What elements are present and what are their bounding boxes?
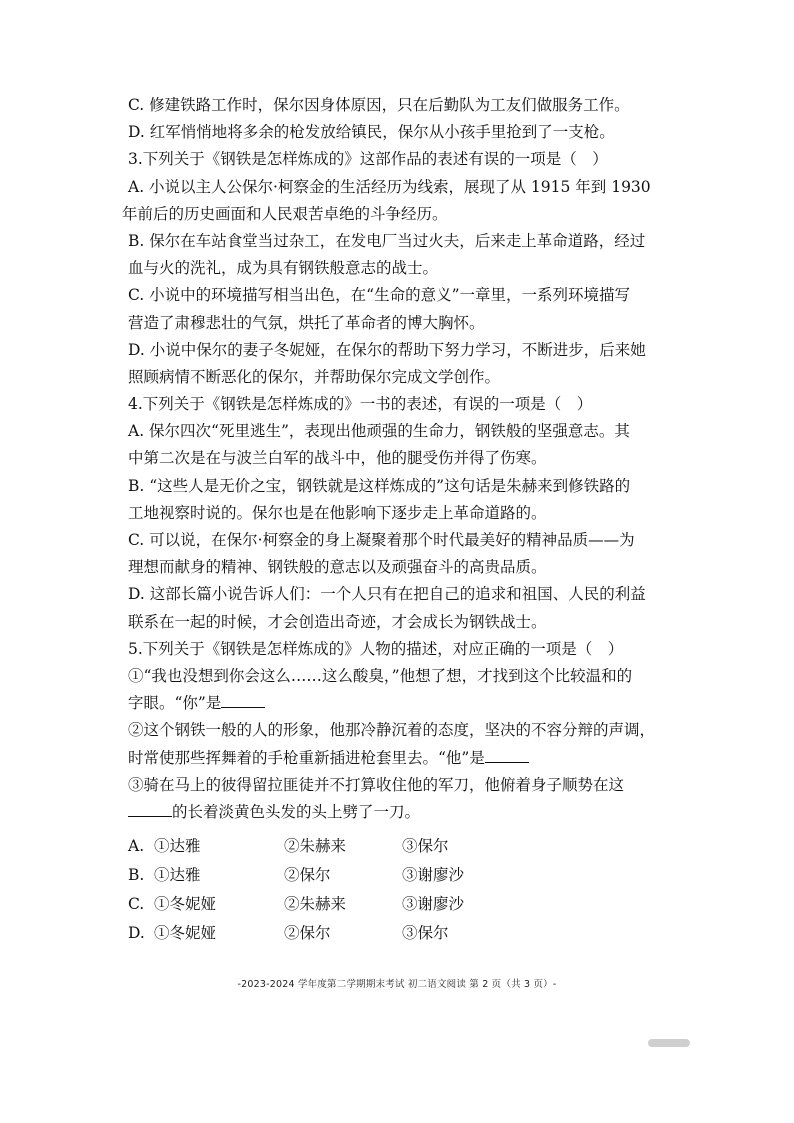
q5-item1-text: 字眼。“你”是: [128, 694, 222, 713]
q5-item1-cont: [128, 690, 688, 717]
q4-option-a-cont: 中第二次是在与波兰白军的战斗中，他的腿受伤并得了伤寒。: [128, 449, 547, 468]
answer-blank-2: [485, 748, 529, 763]
option-choice-3: ③谢廖沙: [402, 895, 465, 914]
q3-option-a-cont: 年前后的历史画面和人民艰苦卓绝的斗争经历。: [122, 204, 448, 223]
q5-options: [128, 832, 688, 948]
option-choice-1: ①冬妮娅: [154, 895, 217, 914]
q5-stem: 5.下列关于《钢铁是怎样炼成的》人物的描述，对应正确的一项是（ ）: [128, 639, 624, 658]
q3-option-d: D. 小说中保尔的妻子冬妮娅，在保尔的帮助下努力学习，不断进步，后来她: [128, 340, 646, 359]
answer-blank-1: [221, 693, 265, 708]
q4-option-c: C. 可以说，在保尔·柯察金的身上凝聚着那个时代最美好的精神品质——为: [128, 531, 635, 549]
q5-option-row-c: [128, 890, 688, 919]
q4-option-d: D. 这部长篇小说告诉人们：一个人只有在把自己的追求和祖国、人民的利益: [128, 585, 646, 604]
q3-option-b: B. 保尔在车站食堂当过杂工，在发电厂当过火夫，后来走上革命道路，经过: [128, 231, 646, 250]
option-letter: D.: [128, 924, 145, 943]
q5-item3-cont: [128, 799, 688, 826]
q4-option-b-cont: 工地视察时说的。保尔也是在他影响下逐步走上革命道路的。: [128, 503, 547, 522]
q4-option-a: A. 保尔四次“死里逃生”，表现出他顽强的生命力，钢铁般的坚强意志。其: [128, 422, 630, 441]
q5-item1: ①“我也没想到你会这么……这么酸臭，”他想了想，才找到这个比较温和的: [128, 666, 633, 685]
option-choice-3: ③谢廖沙: [402, 866, 465, 885]
option-choice-1: ①冬妮娅: [154, 924, 217, 943]
q3-option-d-cont: 照顾病情不断恶化的保尔，并帮助保尔完成文学创作。: [128, 367, 501, 386]
q5-option-row-b: [128, 861, 688, 890]
option-letter: C.: [128, 895, 145, 914]
q3-option-c-cont: 营造了肃穆悲壮的气氛，烘托了革命者的博大胸怀。: [128, 313, 485, 332]
q5-item2-text: 时常使那些挥舞着的手枪重新插进枪套里去。“他”是: [128, 748, 485, 767]
q3-option-c: C. 小说中的环境描写相当出色，在“生命的意义”一章里，一系列环境描写: [128, 286, 631, 305]
page-footer: -2023-2024 学年度第二学期期末考试 初二语文阅读 第 2 页（共 3 页）-: [237, 979, 557, 990]
q5-option-row-a: [128, 832, 688, 861]
option-choice-2: ②朱赫来: [284, 837, 347, 856]
q4-stem: 4.下列关于《钢铁是怎样炼成的》一书的表述，有误的一项是（ ）: [128, 395, 593, 414]
q5-item2: ②这个钢铁一般的人的形象，他那冷静沉着的态度，坚决的不容分辩的声调，: [128, 721, 656, 740]
option-choice-2: ②保尔: [284, 924, 331, 943]
option-choice-1: ①达雅: [154, 837, 201, 856]
q5-item2-cont: [128, 745, 688, 772]
answer-blank-3: [128, 802, 172, 817]
q5-item3-text: 的长着淡黄色头发的头上劈了一刀。: [172, 802, 421, 821]
q3-stem: 3.下列关于《钢铁是怎样炼成的》这部作品的表述有误的一项是（ ）: [128, 150, 608, 169]
q2-option-d: D. 红军悄悄地将多余的枪发放给镇民，保尔从小孩手里抢到了一支枪。: [128, 123, 615, 142]
q3-option-a: A. 小说以主人公保尔·柯察金的生活经历为线索，展现了从 1915 年到 1930: [128, 177, 651, 196]
q4-option-c-cont: 理想而献身的精神、钢铁般的意志以及顽强奋斗的高贵品质。: [128, 558, 547, 577]
scan-smudge: [648, 1039, 690, 1047]
option-letter: A.: [128, 837, 145, 856]
option-choice-1: ①达雅: [154, 866, 201, 885]
option-choice-2: ②朱赫来: [284, 895, 347, 914]
q5-option-row-d: [128, 919, 688, 948]
option-choice-3: ③保尔: [402, 837, 449, 856]
q2-option-c: C. 修建铁路工作时，保尔因身体原因，只在后勤队为工友们做服务工作。: [128, 96, 630, 114]
q4-option-d-cont: 联系在一起的时候，才会创造出奇迹，才会成长为钢铁战士。: [128, 612, 547, 631]
q4-option-b: B. “这些人是无价之宝，钢铁就是这样炼成的”这句话是朱赫来到修铁路的: [128, 476, 631, 495]
q3-option-b-cont: 血与火的洗礼，成为具有钢铁般意志的战士。: [128, 259, 439, 278]
exam-content: [122, 92, 688, 948]
option-choice-3: ③保尔: [402, 924, 449, 943]
q5-item3: ③骑在马上的彼得留拉匪徒并不打算收住他的军刀，他俯着身子顺势在这: [128, 775, 625, 794]
option-choice-2: ②保尔: [284, 866, 331, 885]
option-letter: B.: [128, 866, 145, 885]
